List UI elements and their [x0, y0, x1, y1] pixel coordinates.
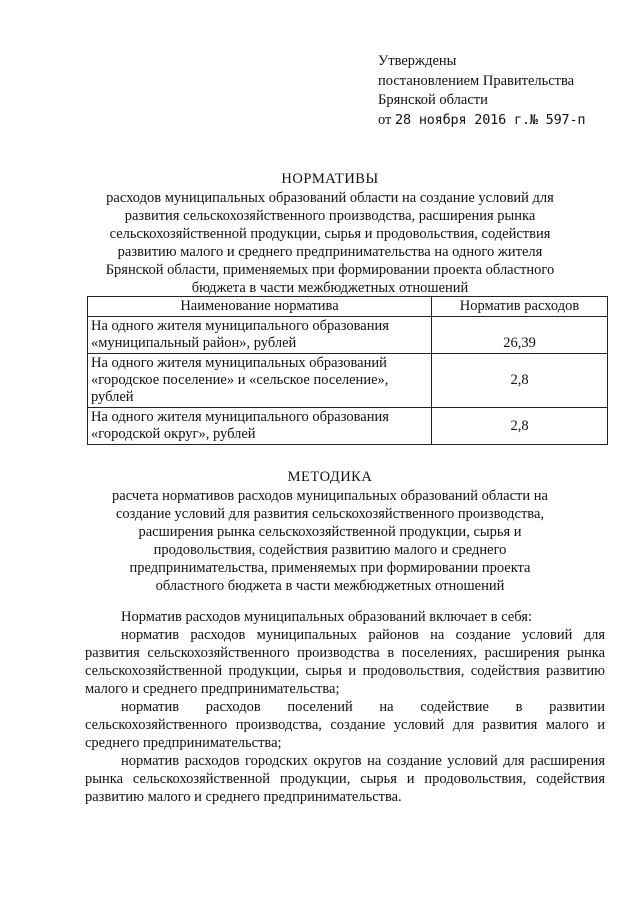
norm-name-line: «городское поселение» и «сельское поселение», — [91, 372, 389, 388]
normatives-subtitle-line: расходов муниципальных образований области на создание условий для — [106, 190, 554, 206]
normatives-subtitle-line: Брянской области, применяемых при формировании проекта областного — [105, 262, 555, 278]
body-text — [85, 608, 605, 806]
column-header-name: Наименование норматива — [88, 297, 432, 317]
norm-name-cell — [88, 354, 432, 408]
table-row — [88, 354, 608, 408]
norm-name-cell — [88, 317, 432, 354]
normatives-table — [87, 296, 608, 445]
table-header-row — [88, 297, 608, 317]
methodology-subtitle-line: создание условий для развития сельскохозяйственного производства, — [115, 506, 545, 522]
table-row — [88, 317, 608, 354]
methodology-subtitle-line: областного бюджета в части межбюджетных отношений — [155, 578, 505, 594]
methodology-subtitle-line: продовольствия, содействия развитию малого и среднего — [153, 542, 507, 558]
normatives-subtitle-line: бюджета в части межбюджетных отношений — [191, 280, 469, 296]
norm-name-line: На одного жителя муниципального образования — [91, 318, 389, 334]
norm-name-line: На одного жителя муниципальных образований — [91, 355, 387, 371]
approval-date-prefix: от — [378, 111, 392, 128]
approval-date-value: 28 ноября 2016 г.№ 597-п — [395, 111, 586, 128]
methodology-subtitle-line: расчета нормативов расходов муниципальных образований области на — [112, 488, 548, 504]
column-header-value: Норматив расходов — [432, 297, 608, 317]
norm-value-cell: 2,8 — [432, 408, 608, 445]
approval-line-3: Брянской области — [378, 92, 488, 108]
methodology-heading — [60, 468, 600, 595]
normatives-subtitle-line: развитию малого и среднего предпринимательства на одного жителя — [117, 244, 543, 260]
approval-block — [378, 52, 585, 130]
normatives-subtitle-line: развития сельскохозяйственного производства, расширения рынка — [124, 208, 536, 224]
methodology-subtitle-line: расширения рынка сельскохозяйственной продукции, сырья и — [138, 524, 522, 540]
norm-name-cell — [88, 408, 432, 445]
norm-value-cell: 26,39 — [432, 317, 608, 354]
norm-value-cell: 2,8 — [432, 354, 608, 408]
body-item: норматив расходов муниципальных районов на создание условий для развития сельскохозяйственного производства в поселениях, расширения рынка сельскохозяйственной продукции, сырья и продовольствия, содействия развитию малого и среднего предпринимательства; — [85, 627, 605, 697]
methodology-subtitle-line: предпринимательства, применяемых при формировании проекта — [129, 560, 531, 576]
approval-date-line — [378, 111, 585, 131]
norm-name-line: На одного жителя муниципального образования — [91, 409, 389, 425]
body-intro: Норматив расходов муниципальных образований включает в себя: — [121, 609, 532, 625]
table-row — [88, 408, 608, 445]
normatives-title: НОРМАТИВЫ — [281, 171, 379, 187]
normatives-heading — [60, 170, 600, 297]
body-item: норматив расходов поселений на содействие в развитии сельскохозяйственного производства, создание условий для развития малого и среднего предпринимательства; — [85, 699, 605, 751]
norm-name-line: «городской округ», рублей — [91, 426, 256, 442]
approval-line-1: Утверждены — [378, 53, 457, 69]
norm-name-line: «муниципальный район», рублей — [91, 335, 297, 351]
approval-line-2: постановлением Правительства — [378, 72, 575, 89]
body-item: норматив расходов городских округов на создание условий для расширения рынка сельскохозяйственной продукции, сырья и продовольствия, содействия развитию малого и среднего предпринимательства. — [85, 753, 605, 805]
methodology-title: МЕТОДИКА — [287, 469, 373, 485]
norm-name-line: рублей — [91, 389, 134, 405]
normatives-subtitle-line: сельскохозяйственной продукции, сырья и продовольствия, содействия — [109, 226, 551, 242]
